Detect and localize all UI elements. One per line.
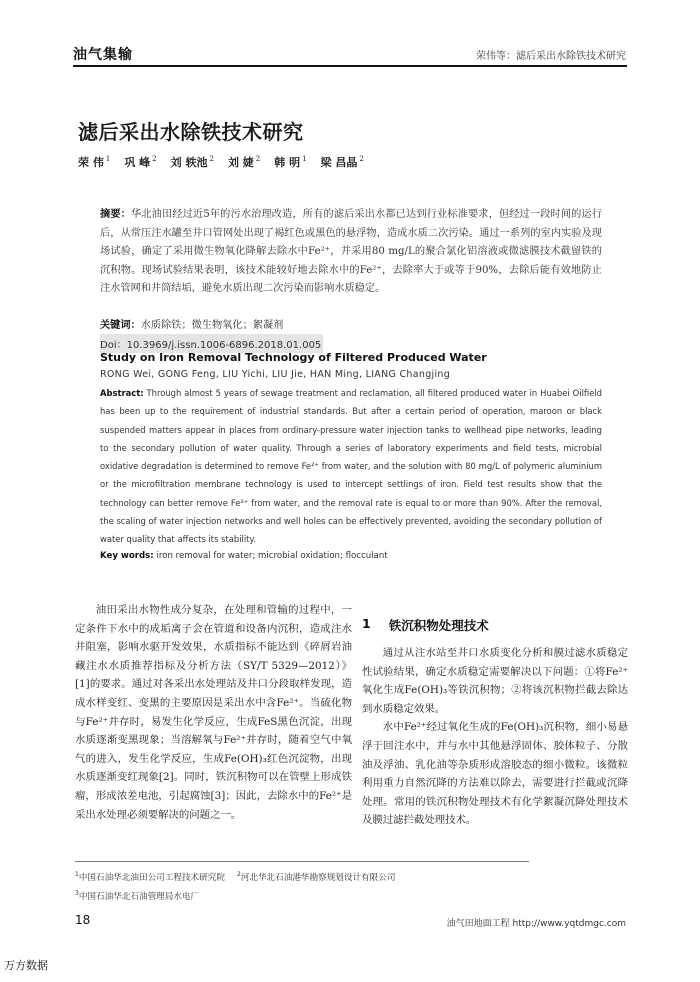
body-right-column <box>362 644 628 830</box>
affiliation: 中国石油华北油田公司工程技术研究院 <box>78 872 225 883</box>
author: 刘 婕 $^2$ <box>227 155 261 169</box>
watermark: 万方数据 <box>4 959 48 972</box>
keywords-english <box>100 551 388 561</box>
header-rule <box>73 65 627 67</box>
abstract-english <box>100 384 602 549</box>
abstract-en-text: Through almost 5 years of sewage treatment and reclamation, all filtered produced water in Huabei Oilfield has been up to the requirement of industrial standards. But after a certain period of operation, maroon or black suspended matters appear in places from ordinary-pressure water injection tanks to wellhead pipe networks, leading to the secondary pollution of water quality. Through a series of laboratory experiments and field tests, microbial oxidative degradation is determined to remove Fe²⁺ from water, and the solution with 80 mg/L of polymeric aluminium or the microfiltration membrane technology is used to intercept settlings of iron. Field test results show that the technology can better remove Fe²⁺ from water, and the removal rate is equal to or more than 90%. After the removal, the scaling of water injection networks and well holes can be effectively prevented, avoiding the secondary pollution of water quality that affects its stability. <box>100 388 602 545</box>
abstract-chinese <box>100 205 602 299</box>
keywords-text: 水质除铁；微生物氧化；絮凝剂 <box>140 320 284 331</box>
running-title: 荣伟等：滤后采出水除铁技术研究 <box>476 51 626 62</box>
abstract-text: 华北油田经过近5年的污水治理改造，所有的滤后采出水都已达到行业标准要求，但经过一段时间的运行后，从常压注水罐至井口管网处出现了褐红色或黑色的悬浮物，造成水质二次污染。通过一系列的室内实验及现场试验，确定了采用微生物氧化降解去除水中Fe²⁺，并采用80 mg/L的聚合氯化铝溶液或微滤膜技术截留铁的沉积物。现场试验结果表明，该技术能较好地去除水中的Fe²⁺，去除率大于或等于90%，去除后能有效地防止注水管网和井筒结垢，避免水质出现二次污染而影响水质稳定。 <box>100 209 603 295</box>
doi: Doi：10.3969/j.issn.1006-6896.2018.01.005 <box>100 334 323 353</box>
journal-brand: 油气集输 <box>73 47 133 63</box>
author: 韩 明 $^1$ <box>274 155 307 169</box>
paper-title: 滤后采出水除铁技术研究 <box>78 120 304 144</box>
footnote-rule <box>75 861 529 862</box>
affiliation: 河北华北石油港华勘察规划设计有限公司 <box>240 872 396 883</box>
journal-footer: 油气田地面工程 http://www.yqtdmgc.com <box>446 919 626 929</box>
body-paragraph: 油田采出水物性成分复杂，在处理和管输的过程中，一定条件下水中的成垢离子会在管道和设备内沉积，造成注水井阻塞，影响水驱开发效果，水质指标不能达到《碎屑岩油藏注水水质推荐指标及分析方法（SY/T 5329—2012）》[1]的要求。通过对各采出水处理站及井口分段取样发现，造成水样变红、变黑的主要原因是采出水中含Fe²⁺。当硫化物与Fe²⁺并存时，易发生化学反应，生成FeS黑色沉淀，出现水质逐渐变黑现象；当溶解氧与Fe²⁺并存时，随着空气中氧气的进入，发生化学反应，生成Fe(OH)₃红色沉淀物，出现水质逐渐变红现象[2]。同时，铁沉积物可以在管壁上形成铁瘤，形成浓差电池，引起腐蚀[3]；因此，去除水中的Fe²⁺是采出水处理必须要解决的问题之一。 <box>75 604 352 821</box>
author: 梁 昌晶 $^2$ <box>320 155 364 169</box>
author: 刘 轶池 $^2$ <box>170 155 214 169</box>
english-authors: RONG Wei, GONG Feng, LIU Yichi, LIU Jie, HAN Ming, LIANG Changjing <box>100 369 451 380</box>
section-title: 铁沉积物处理技术 <box>388 618 489 633</box>
author: 巩 峰 $^2$ <box>124 155 157 169</box>
body-paragraph: 水中Fe²⁺经过氧化生成的Fe(OH)₃沉积物，细小易悬浮于回注水中，并与水中其他悬浮固体、胶体粒子、分散油及浮油、乳化油等杂质形成溶胶态的细小微粒。该微粒利用重力自然沉降的方法难以除去，需要进行拦截或沉降处理。常用的铁沉积物处理技术有化学絮凝沉降处理技术及膜过滤拦截处理技术。 <box>362 721 628 827</box>
keywords-en-text: iron removal for water; microbial oxidation; flocculant <box>156 551 388 561</box>
keywords-en-label: Key words: <box>100 551 154 561</box>
keywords-label: 关键词： <box>100 320 141 331</box>
affiliation-footnotes: $^1$中国石油华北油田公司工程技术研究院 $^2$河北华北石油港华勘察规划设计有限公司 $^3$中国石油华北石油管理局水电厂 <box>75 871 396 902</box>
section-number: 1 <box>362 616 371 631</box>
author-list <box>78 154 364 170</box>
affiliation: 中国石油华北石油管理局水电厂 <box>78 891 200 902</box>
page-number: 18 <box>75 913 91 927</box>
abstract-label: 摘要： <box>100 208 131 220</box>
keywords-chinese <box>100 316 602 331</box>
body-paragraph: 通过从注水站至井口水质变化分析和膜过滤水质稳定性试验结果，确定水质稳定需要解决以下问题：①将Fe²⁺氧化生成Fe(OH)₃等铁沉积物；②将该沉积物拦截去除达到水质稳定效果。 <box>362 647 628 715</box>
english-title: Study on Iron Removal Technology of Filtered Produced Water <box>100 351 487 364</box>
body-left-column <box>75 601 352 824</box>
author: 荣 伟 $^1$ <box>78 155 111 169</box>
section-heading <box>362 616 489 634</box>
abstract-en-label: Abstract: <box>100 388 144 398</box>
